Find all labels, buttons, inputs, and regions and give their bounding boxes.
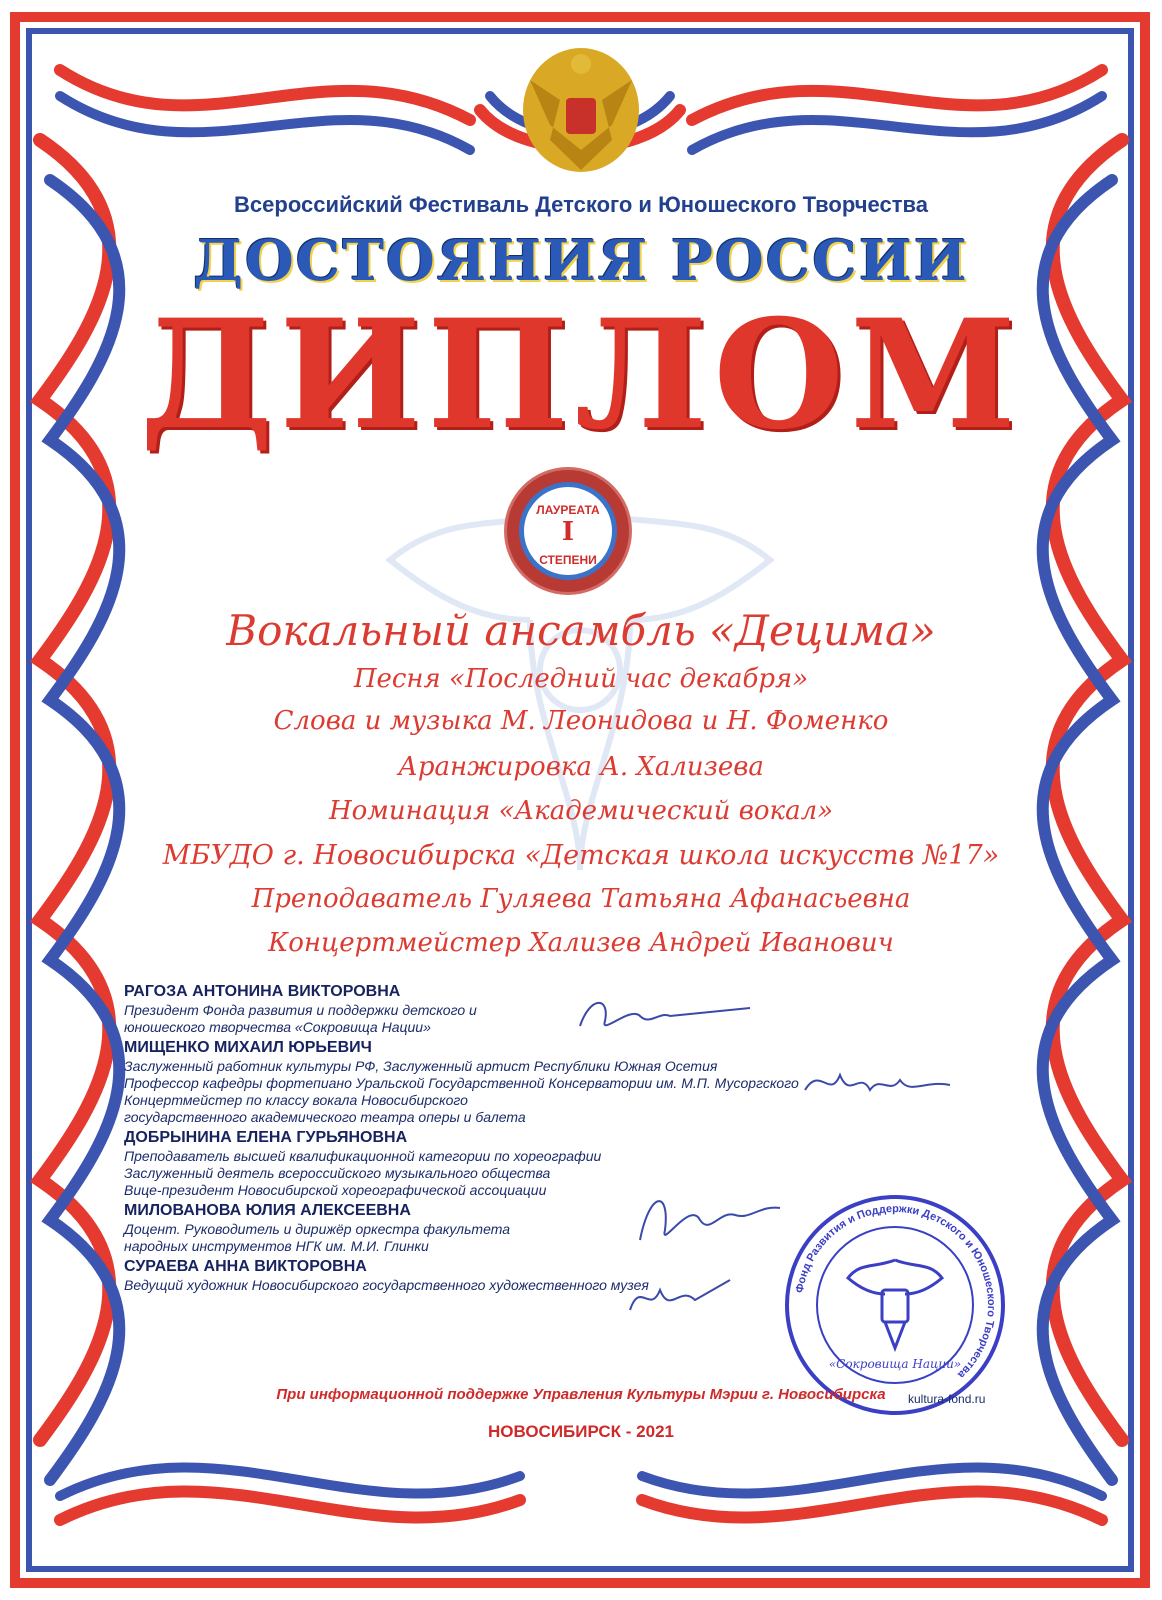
song-authors: Слова и музыка М. Леонидова и Н. Фоменко bbox=[273, 706, 889, 736]
jury-member-title: Вице-президент Новосибирской хореографической ассоциации bbox=[124, 1182, 547, 1198]
ensemble-name: Вокальный ансамбль «Децима» bbox=[226, 606, 936, 655]
signature-3-icon bbox=[620, 1180, 790, 1260]
signature-4-icon bbox=[620, 1270, 740, 1330]
stamp-ring-text: Фонд Развития и Поддержки Детского и Юношеского Творчества bbox=[793, 1202, 998, 1381]
jury-member-title: юношеского творчества «Сокровища Нации» bbox=[124, 1019, 431, 1035]
jury-member-name: МИЛОВАНОВА ЮЛИЯ АЛЕКСЕЕВНА bbox=[124, 1202, 411, 1219]
coat-of-arms-icon bbox=[523, 48, 639, 172]
badge-laureate-label: ЛАУРЕАТА bbox=[536, 503, 600, 517]
jury-member-title: Профессор кафедры фортепиано Уральской Государственной Консерватории им. М.П. Мусоргского bbox=[124, 1075, 799, 1091]
jury-member-title: Преподаватель высшей квалификационной категории по хореографии bbox=[124, 1148, 602, 1164]
jury-member-name: МИЩЕНКО МИХАИЛ ЮРЬЕВИЧ bbox=[124, 1039, 372, 1056]
teacher-name: Преподаватель Гуляева Татьяна Афанасьевна bbox=[251, 884, 911, 914]
jury-member-title: Заслуженный работник культуры РФ, Заслуженный артист Республики Южная Осетия bbox=[124, 1058, 718, 1074]
jury-member-name: СУРАЕВА АННА ВИКТОРОВНА bbox=[124, 1258, 367, 1275]
jury-member-title: народных инструментов НГК им. М.И. Глинки bbox=[124, 1238, 429, 1254]
jury-member-title: Концертмейстер по классу вокала Новосибирского bbox=[124, 1092, 468, 1108]
festival-title: Всероссийский Фестиваль Детского и Юношеского Творчества bbox=[234, 192, 928, 217]
city-year: НОВОСИБИРСК - 2021 bbox=[487, 1422, 674, 1441]
jury-member-name: РАГОЗА АНТОНИНА ВИКТОРОВНА bbox=[124, 983, 401, 1000]
stamp-bottom-text: «Сокровища Нации» bbox=[828, 1357, 962, 1371]
jury-member-title: Доцент. Руководитель и дирижёр оркестра факультета bbox=[124, 1221, 511, 1237]
signature-2-icon bbox=[800, 1060, 960, 1110]
jury-member-title: Заслуженный деятель всероссийского музыкального общества bbox=[124, 1165, 551, 1181]
support-line: При информационной поддержке Управления Культуры Мэрии г. Новосибирска bbox=[276, 1386, 886, 1403]
jury-member-name: ДОБРЫНИНА ЕЛЕНА ГУРЬЯНОВНА bbox=[124, 1129, 408, 1146]
school-name: МБУДО г. Новосибирска «Детская школа искусств №17» bbox=[162, 840, 1000, 871]
arrangement: Аранжировка А. Хализева bbox=[398, 752, 764, 782]
laureate-badge bbox=[507, 470, 629, 592]
jury-member-title: Ведущий художник Новосибирского государственного художественного музея bbox=[124, 1277, 649, 1293]
website-url[interactable]: kultura-fond.ru bbox=[908, 1392, 986, 1406]
svg-text:Фонд Развития и Поддержки Детс bbox=[794, 1203, 997, 1381]
accompanist-name: Концертмейстер Хализев Андрей Иванович bbox=[268, 928, 894, 958]
song-title: Песня «Последний час декабря» bbox=[353, 664, 809, 694]
jury-member-title: Президент Фонда развития и поддержки детского и bbox=[124, 1002, 477, 1018]
document-title: ДИПЛОМ bbox=[139, 287, 1023, 463]
jury-member bbox=[124, 982, 904, 1036]
badge-degree-number: I bbox=[561, 517, 575, 547]
stamp-eagle-icon bbox=[848, 1260, 942, 1348]
nomination: Номинация «Академический вокал» bbox=[328, 796, 834, 826]
jury-member-title: государственного академического театра оперы и балета bbox=[124, 1109, 526, 1125]
jury-member bbox=[124, 1038, 904, 1126]
signature-1-icon bbox=[570, 986, 770, 1046]
laureate-badge-inner bbox=[519, 482, 617, 580]
festival-name: ДОСТОЯНИЯ РОССИИ bbox=[193, 228, 969, 294]
badge-degree-label: СТЕПЕНИ bbox=[539, 553, 597, 567]
